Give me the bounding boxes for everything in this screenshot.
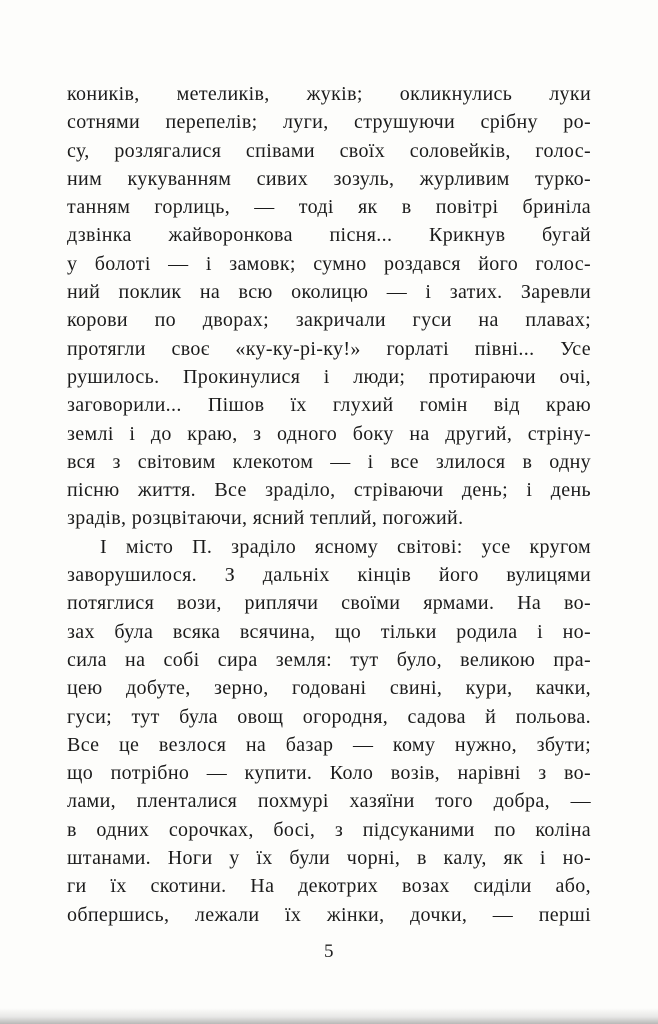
text-line: І місто П. зраділо ясному світові: усе кругом — [100, 535, 591, 558]
text-line: ним кукуванням сивих зозуль, журливим турко- — [67, 167, 591, 190]
page-text — [67, 80, 591, 929]
text-line: ний поклик на всю околицю — і затих. Заревли — [67, 281, 591, 304]
text-line: коників, метеликів, жуків; окликнулись луки — [67, 83, 591, 105]
text-line: дзвінка жайворонкова пісня... Крикнув бугай — [67, 224, 591, 247]
text-line: у болоті — і замовк; сумно роздався його голос- — [67, 252, 591, 275]
page-number: 5 — [324, 941, 334, 962]
text-line: заворушилося. З дальніх кінців його вулицями — [67, 564, 591, 587]
text-line: цею добуте, зерно, годовані свині, кури, качки, — [67, 677, 591, 700]
text-line: гуси; тут була овощ огородня, садова й польова. — [67, 705, 591, 728]
text-line: в одних сорочках, босі, з підсуканими по коліна — [67, 818, 591, 841]
text-line: су, розлягалися співами своїх соловейків, голос- — [67, 139, 591, 162]
text-line: танням горлиць, — тоді як в повітрі бриніла — [67, 196, 591, 219]
text-line: заговорили... Пішов їх глухий гомін від краю — [67, 394, 591, 417]
text-line: ги їх скотини. На декотрих возах сиділи або, — [67, 875, 591, 898]
text-line: штанами. Ноги у їх були чорні, в калу, як і но- — [67, 847, 591, 870]
text-line: потяглися вози, риплячи своїми ярмами. На во- — [67, 592, 591, 615]
text-line: сила на собі сира земля: тут було, великою пра- — [67, 648, 591, 671]
text-line: обпершись, лежали їх жінки, дочки, — перші — [67, 903, 591, 926]
text-line: протягли своє «ку-ку-рі-ку!» горлаті півні... Усе — [67, 337, 591, 360]
text-line: корови по дворах; закричали гуси на плавах; — [67, 309, 591, 332]
text-line: зрадів, розцвітаючи, ясний теплий, погожий. — [67, 507, 464, 530]
text-line: землі і до краю, з одного боку на другий, стріну- — [67, 422, 591, 445]
text-line: зах була всяка всячина, що тільки родила і но- — [67, 620, 591, 643]
text-line: вся з світовим клекотом — і все злилося в одну — [67, 450, 591, 473]
text-line: Все це везлося на базар — кому нужно, збути; — [67, 733, 591, 756]
text-line: рушилось. Прокинулися і люди; протираючи очі, — [67, 365, 591, 388]
scan-shadow — [0, 1008, 658, 1024]
text-line: пісню життя. Все зраділо, стріваючи день; і день — [67, 479, 591, 502]
text-line: лами, пленталися похмурі хазяїни того добра, — — [67, 790, 591, 813]
text-line: що потрібно — купити. Коло возів, нарівні з во- — [67, 762, 591, 785]
text-line: сотнями перепелів; луги, струшуючи срібну ро- — [67, 111, 591, 134]
